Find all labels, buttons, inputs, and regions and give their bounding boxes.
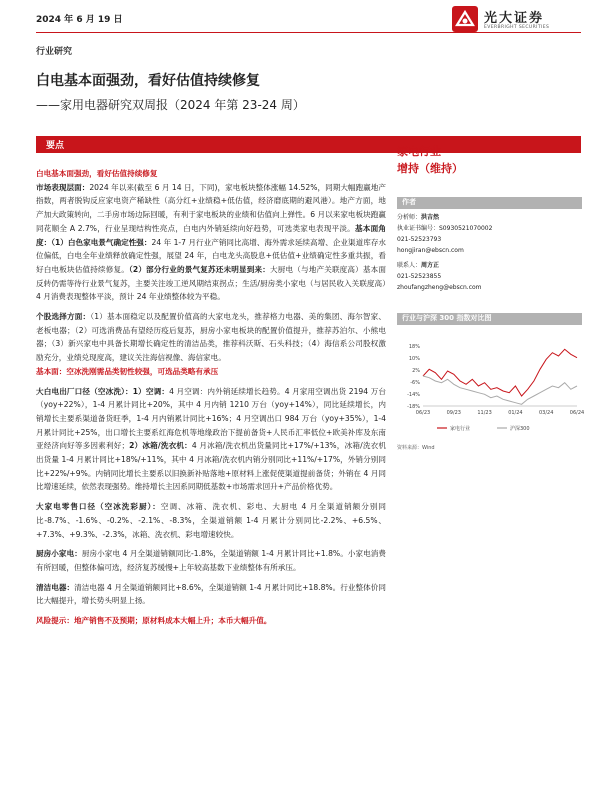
legend-label: 家电行业	[450, 426, 471, 432]
paragraph-cleaning	[36, 581, 386, 608]
contact-email[interactable]: zhoufangzheng@ebscn.com	[397, 284, 482, 291]
index-comparison-chart	[397, 340, 585, 440]
bold-run: 2）冰箱/洗衣机：	[129, 441, 192, 451]
analyst-role: 分析师：	[397, 214, 422, 221]
y-tick-label: -14%	[407, 392, 420, 398]
risk-warning: 风险提示：地产销售不及预期；原材料成本大幅上升；本币大幅升值。	[36, 616, 272, 626]
x-tick-label: 03/24	[538, 410, 554, 416]
paragraph-kitchen	[36, 547, 386, 574]
x-tick-label: 09/23	[446, 410, 462, 416]
text-run: 4 月空调：内外销延续增长趋势。4 月家用空调出货 2194 万台（yoy+22%），1-4 月累计同比+20%，其中 4 月内销 1210 万台（yoy+14%），同比延续增长，内销增长主要系渠道备货旺季，1-4 月内销累计同比+16%；4 月空调出口 984 万台（yoy+35%），1-4 月累计同比+25%，出口增长主要系红海危机等地缘政治下提前备货+人民币汇率低位+欧美补库及东南亚经济向好等多因素利好；	[36, 386, 386, 451]
main-body	[36, 167, 386, 628]
analyst-name: 洪吉然	[421, 214, 440, 221]
y-tick-label: 18%	[408, 344, 420, 350]
text-run: 空调、冰箱、洗衣机、彩电、大厨电 4 月全渠道销额分别同比-8.7%、-1.6%、-0.2%、-2.1%、-8.3%，全渠道销额 1-4 月累计分别同比-2.2%、+6.5%、+7.3%、+9.3%、-2.3%，冰箱、洗衣机、彩电增速较快。	[36, 502, 387, 539]
y-tick-label: -18%	[407, 404, 420, 410]
y-tick-label: -6%	[410, 380, 420, 386]
industry-name: 家电行业	[397, 145, 441, 158]
x-tick-label: 11/23	[477, 410, 492, 416]
bold-run: 市场表现层面：	[36, 182, 90, 192]
report-title: 白电基本面强劲，看好估值持续修复	[36, 73, 260, 89]
header-rule	[36, 32, 581, 33]
report-subtitle: ——家用电器研究双周报（2024 年第 23-24 周）	[36, 98, 305, 112]
bold-run: 基本面角度：	[36, 223, 387, 247]
key-points-label: 要点	[46, 141, 65, 151]
authors-label: 作者	[402, 198, 416, 206]
bold-run: 大家电零售口径（空冰洗彩厨）：	[36, 502, 161, 512]
contact-role: 联系人：	[397, 262, 422, 269]
x-tick-label: 06/24	[569, 410, 585, 416]
chart-header-label: 行业与沪深 300 指数对比图	[402, 314, 492, 322]
bold-run: 厨房小家电：	[36, 549, 82, 559]
report-date: 2024 年 6 月 19 日	[36, 15, 123, 25]
logo-text: 光大证券	[484, 11, 545, 26]
y-tick-label: 10%	[408, 356, 420, 362]
bold-run: 清洁电器：	[36, 582, 75, 592]
report-category: 行业研究	[36, 47, 73, 57]
chart-source: 资料来源：Wind	[397, 445, 435, 451]
fundamentals-heading: 基本面：空冰洗刚需品类韧性较强，可选品类略有承压	[36, 366, 219, 376]
industry-rating: 增持（维持）	[397, 162, 463, 175]
author-block	[397, 212, 492, 293]
text-run: 清洁电器 4 月全渠道销额同比+8.6%，全渠道销额 1-4 月累计同比+18.8%。行业整体价同比大幅提升，增长势头明显上扬。	[36, 582, 387, 606]
y-tick-label: 2%	[412, 368, 420, 374]
analyst-cert: 执业证书编号：S0930521070002	[397, 225, 493, 232]
bold-run: 1）空调：	[132, 386, 170, 396]
paragraph-market	[36, 181, 386, 304]
paragraph-retail	[36, 500, 386, 541]
key-points-banner	[36, 136, 581, 153]
analyst-email[interactable]: hongjiran@ebscn.com	[397, 247, 464, 254]
series-line-industry	[423, 349, 577, 396]
text-run: 2024 年以来(截至 6 月 14 日，下同)，家电板块整体涨幅 14.52%，同期大幅跑赢地产指数，两者脱钩反应家电资产稀缺性（高分红+业绩稳+低估值，经济磨底期的避风港）。地产方面，地产加大政策转向，二手房市场边际回暖，有利于家电板块的业绩和估值向上弹性。6 月以来家电板块跑赢同花顺全 A 2.7%，行业呈现结构性亮点，白电内外销延续向好趋势，可选类家电表现平淡。	[36, 182, 386, 233]
paragraph-stocks	[36, 310, 386, 365]
chart-header	[397, 313, 582, 325]
text-run: （1）基本面稳定以及配置价值高的大家电龙头，推荐格力电器、美的集团、海尔智家、老板电器；（2）可选消费品有望经历疫后复苏，厨房小家电板块的配置价值提升，推荐苏泊尔、小熊电器；（3）新兴家电中具备长期增长确定性的清洁品类，推荐科沃斯、石头科技；（4）海信系公司股权激励充分，业绩兑现度高，建议关注海信视像、海信家电。	[36, 312, 387, 363]
text-run: 厨房小家电 4 月全渠道销额同比-1.8%，全渠道销额 1-4 月累计同比+1.8%。小家电消费有所回暖，但整体偏可选，经济复苏缓慢+上年较高基数下业绩整体有所承压。	[36, 549, 387, 572]
contact-phone: 021-52523855	[397, 273, 442, 280]
text-run: 24 年 1-7 月行业产销同比高增、海外需求延续高增、企业渠道库存水位偏低，白电全年业绩释放确定性强，展望 24 年，白电龙头高股息+低估值+业绩确定性多重共振，看好白电板块估值持续修复。	[36, 237, 387, 274]
legend-label: 沪深300	[510, 426, 530, 432]
paragraph-white-goods	[36, 385, 386, 495]
series-line-hs300	[423, 376, 577, 404]
text-run: 4 月冰箱/洗衣机出货量同比+17%/+13%，冰箱/洗衣机出货量 1-4 月累计同比+18%/+11%，其中 4 月冰箱/洗衣机内销分别同比+11%/+17%，外销分别同比+22%/+9%。内销同比增长主要系以旧换新补贴落地+原材料上涨促使渠道提前备货；外销在 4 月同比增速延续，依然表现强势。维持增长主因系同期低基数+市场需求回升+产品价格优势。	[36, 441, 386, 492]
authors-header	[397, 197, 582, 209]
bold-run: 大白电出厂口径（空冰洗）：	[36, 386, 133, 396]
bold-run: （1）白色家电景气确定性强：	[51, 237, 152, 247]
x-tick-label: 01/24	[508, 410, 523, 416]
contact-name: 周方正	[421, 262, 440, 269]
text-run: 大厨电（与地产关联度高）基本面反转仍需等待行业景气复苏，主要关注竣工逆风期结束拐点；生活/厨房类小家电（与居民收入关联度高）4 月消费表现整体平淡，预计 24 年业绩整体较为平稳。	[36, 264, 387, 302]
x-tick-label: 06/23	[415, 410, 431, 416]
bold-run: 个股选择方面：	[36, 312, 91, 322]
lead-heading: 白电基本面强劲，看好估值持续修复	[36, 169, 158, 178]
logo-subtext: EVERBRIGHT SECURITIES	[484, 25, 550, 30]
logo-mark-icon	[452, 6, 478, 32]
bold-run: （2）部分行业的景气复苏还未明显到来：	[128, 264, 270, 274]
analyst-phone: 021-52523793	[397, 236, 442, 243]
